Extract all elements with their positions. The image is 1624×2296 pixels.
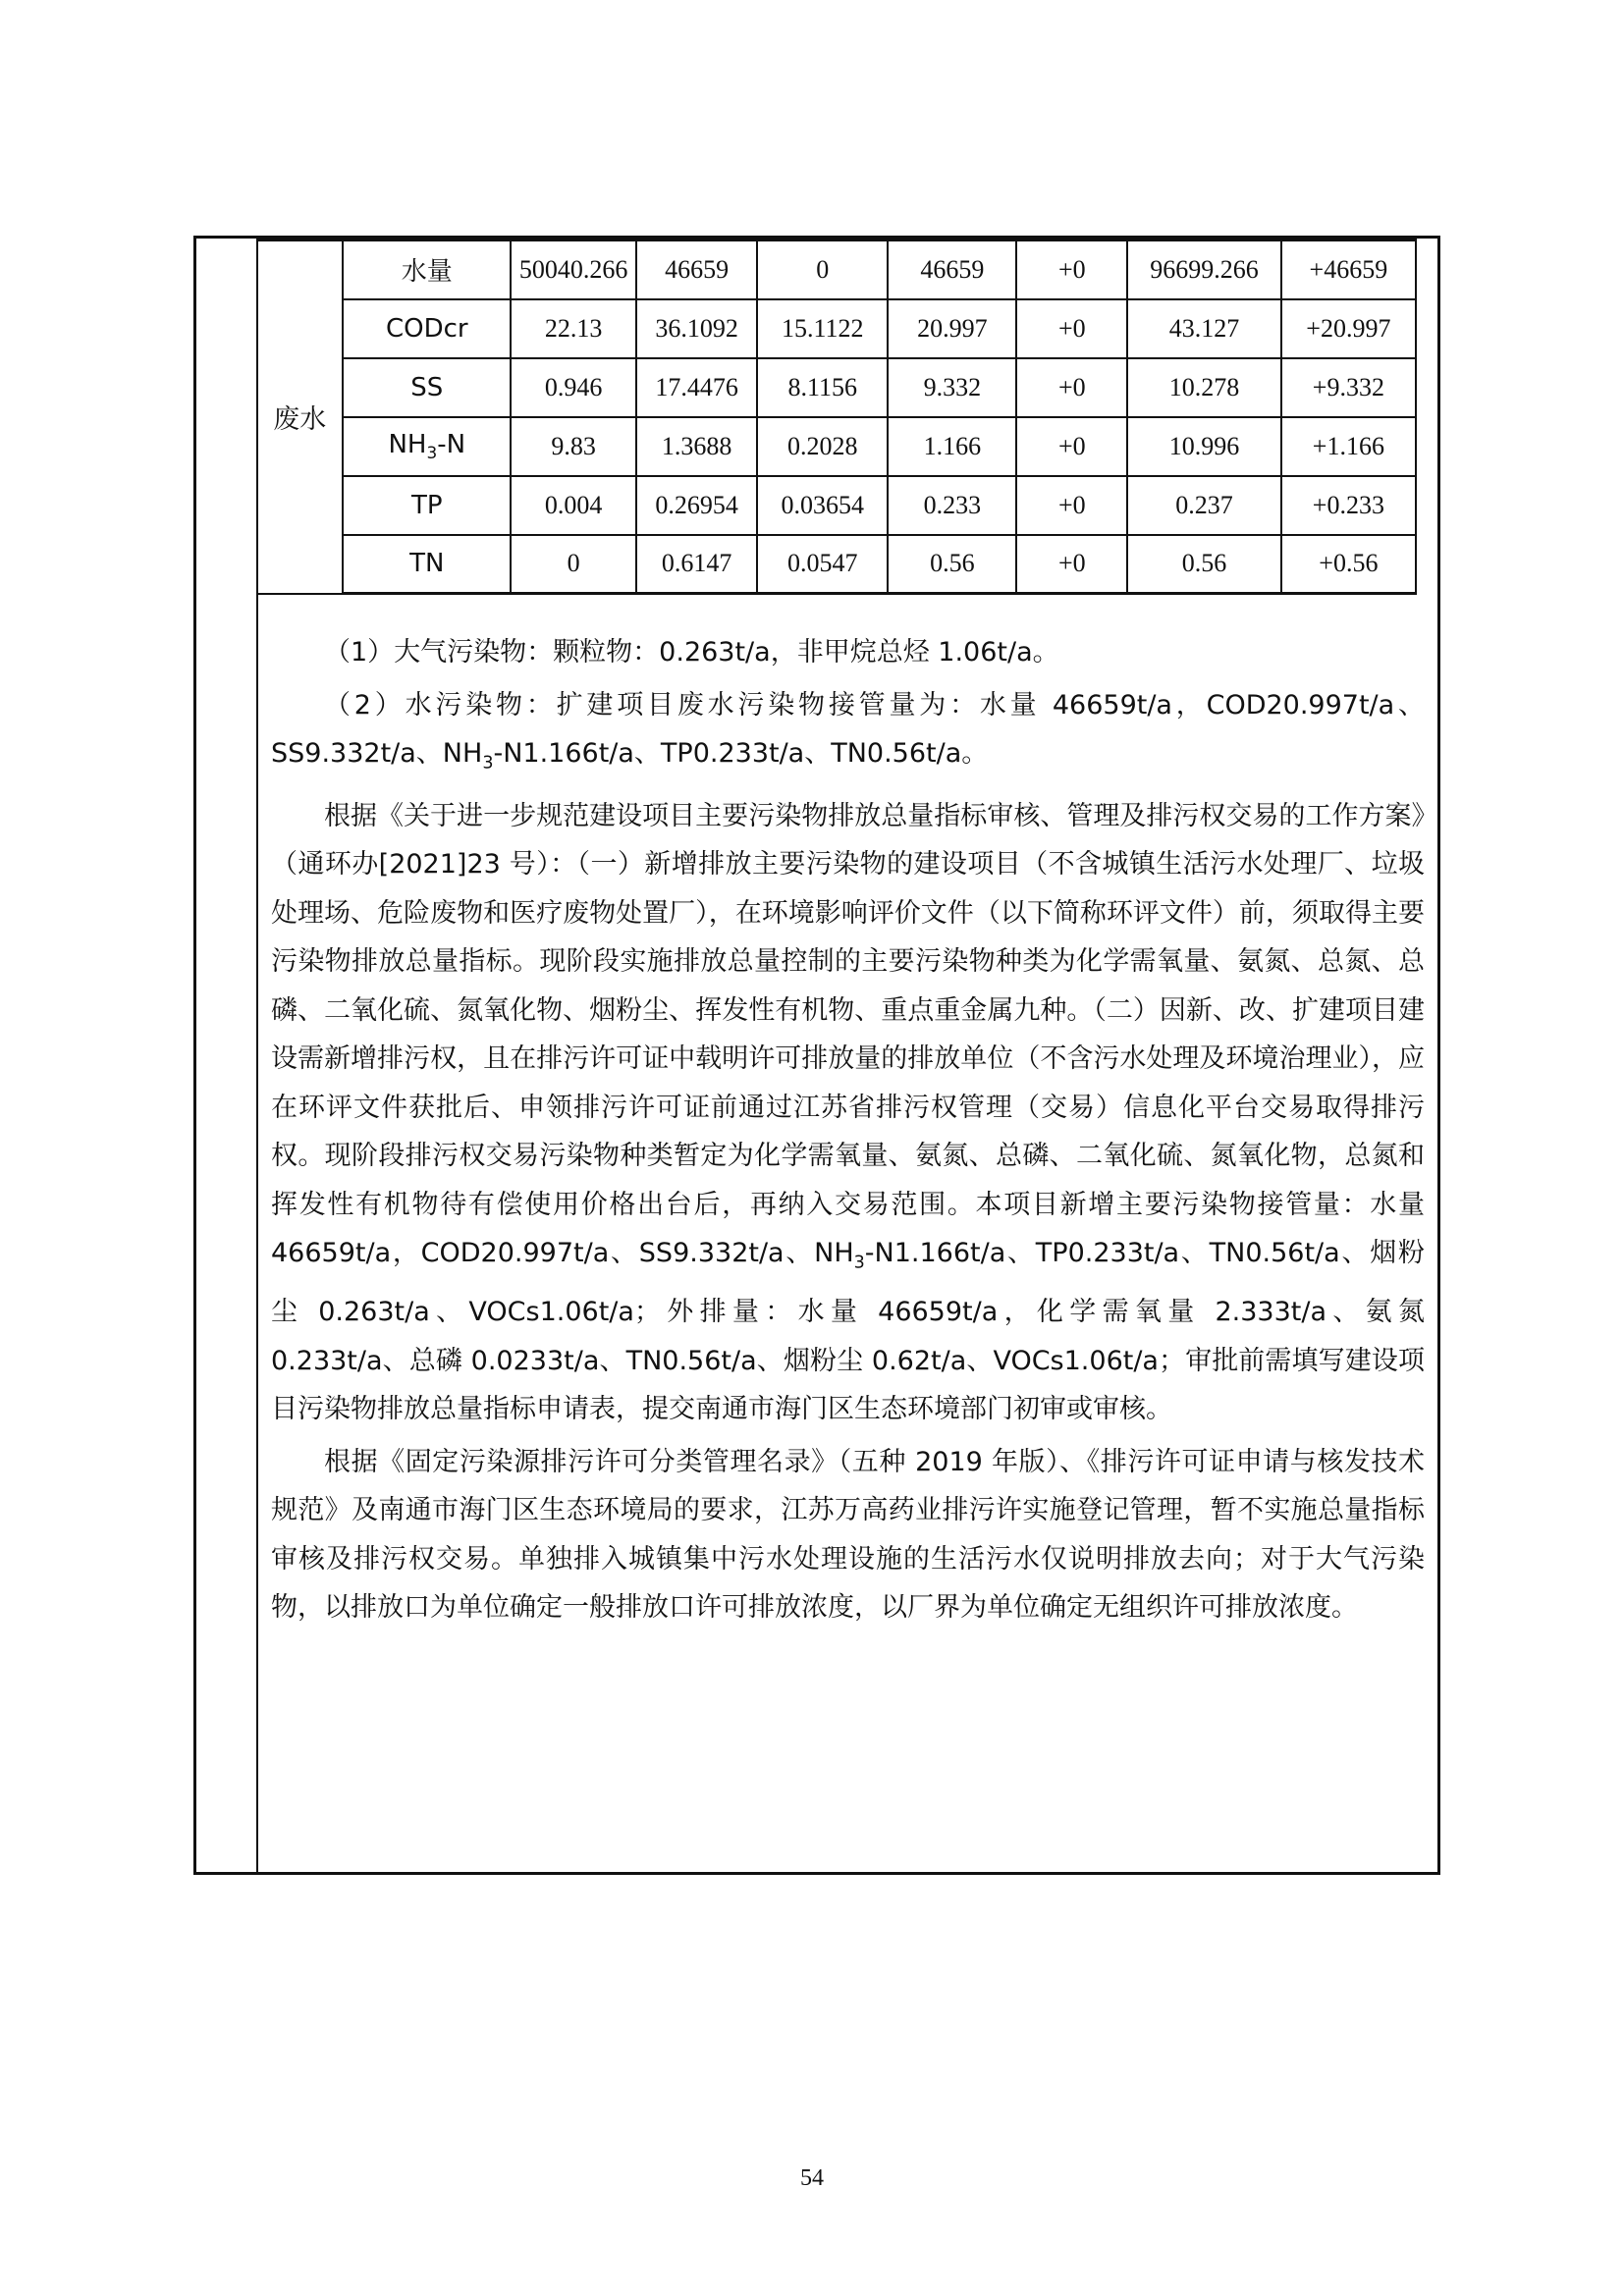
table-cell: 0.03654: [757, 476, 888, 535]
pollutant-name-subscript: 3: [426, 443, 438, 463]
table-cell: +0: [1016, 417, 1127, 476]
pollutant-name-suffix: -N: [437, 429, 466, 459]
table-cell: 0.237: [1127, 476, 1281, 535]
table-cell: +0.56: [1281, 535, 1416, 594]
wastewater-pollutant-table: [257, 239, 1417, 595]
paragraph-water-pollutants: [271, 681, 1425, 788]
table-cell: 0.946: [511, 358, 636, 417]
table-cell: 0.56: [1127, 535, 1281, 594]
table-cell: +9.332: [1281, 358, 1416, 417]
table-cell: 0.2028: [757, 417, 888, 476]
table-row: [257, 240, 1416, 299]
pollutant-name: SS: [343, 358, 511, 417]
table-cell: +1.166: [1281, 417, 1416, 476]
table-cell: 10.996: [1127, 417, 1281, 476]
table-cell: 0.56: [888, 535, 1016, 594]
table-cell: 0.26954: [636, 476, 757, 535]
table-cell: 0: [511, 535, 636, 594]
table-cell: +0: [1016, 299, 1127, 358]
pollutant-name: CODcr: [343, 299, 511, 358]
paragraph-permit-management: 根据《固定污染源排污许可分类管理名录》（五种 2019 年版）、《排污许可证申请与核发技术规范》及南通市海门区生态环境局的要求，江苏万高药业排污许实施登记管理，暂不实施总量指标审核及排污权交易。单独排入城镇集中污水处理设施的生活污水仅说明排放去向；对于大气污染物，以排放口为单位确定一般排放口许可排放浓度，以厂界为单位确定无组织许可排放浓度。: [271, 1446, 1425, 1624]
table-cell: +0: [1016, 358, 1127, 417]
table-cell: 46659: [636, 240, 757, 299]
table-row: [257, 535, 1416, 594]
subscript: 3: [482, 753, 494, 774]
table-cell: +46659: [1281, 240, 1416, 299]
table-cell: 0.004: [511, 476, 636, 535]
table-cell: 9.83: [511, 417, 636, 476]
paragraph-air-pollutants: （1）大气污染物：颗粒物：0.263t/a，非甲烷总烃 1.06t/a。: [324, 637, 1059, 667]
paragraph-text: （2）水污染物：扩建项目废水污染物接管量为：水量 46659t/a，COD20.997t/a、SS9.332t/a、NH: [271, 689, 1425, 769]
table-cell: 96699.266: [1127, 240, 1281, 299]
table-cell: +0: [1016, 476, 1127, 535]
table-cell: 46659: [888, 240, 1016, 299]
table-cell: +0.233: [1281, 476, 1416, 535]
pollutant-name: 水量: [343, 240, 511, 299]
table-cell: 50040.266: [511, 240, 636, 299]
table-cell: 9.332: [888, 358, 1016, 417]
table-cell: 20.997: [888, 299, 1016, 358]
table-cell: 0.0547: [757, 535, 888, 594]
table-cell: 1.166: [888, 417, 1016, 476]
table-row: [257, 358, 1416, 417]
table-cell: 17.4476: [636, 358, 757, 417]
paragraph-text: -N1.166t/a、TP0.233t/a、TN0.56t/a。: [493, 738, 989, 769]
table-cell: 36.1092: [636, 299, 757, 358]
pollutant-name-prefix: NH: [388, 429, 427, 459]
table-cell: 10.278: [1127, 358, 1281, 417]
table-row: [257, 299, 1416, 358]
table-cell: +0: [1016, 240, 1127, 299]
table-row: [257, 476, 1416, 535]
paragraph-total-control: [271, 792, 1425, 1434]
body-text: [271, 628, 1425, 1632]
table-cell: 8.1156: [757, 358, 888, 417]
page-number: 54: [800, 2165, 824, 2191]
table-cell: +20.997: [1281, 299, 1416, 358]
paragraph-text: 根据《关于进一步规范建设项目主要污染物排放总量指标审核、管理及排污权交易的工作方案》（通环办[2021]23 号）：（一）新增排放主要污染物的建设项目（不含城镇生活污水处理厂、垃圾处理场、危险废物和医疗废物处置厂），在环境影响评价文件（以下简称环评文件）前，须取得主要污染物排放总量指标。现阶段实施排放总量控制的主要污染物种类为化学需氧量、氨氮、总氮、总磷、二氧化硫、氮氧化物、烟粉尘、挥发性有机物、重点重金属九种。（二）因新、改、扩建项目建设需新增排污权，且在排污许可证中载明许可排放量的排放单位（不含污水处理及环境治理业），应在环评文件获批后、申领排污许可证前通过江苏省排污权管理（交易）信息化平台交易取得排污权。现阶段排污权交易污染物种类暂定为化学需氧量、氨氮、总磷、二氧化硫、氮氧化物，总氮和挥发性有机物待有偿使用价格出台后，再纳入交易范围。本项目新增主要污染物接管量：水量 46659t/a，COD20.997t/a、SS9.332t/a、NH: [271, 800, 1425, 1269]
table-cell: 0.233: [888, 476, 1016, 535]
paragraph-text: -N1.166t/a、TP0.233t/a、TN0.56t/a、烟粉尘 0.263t/a、VOCs1.06t/a；外排量：水量 46659t/a，化学需氧量 2.333t/a、氨氮 0.233t/a、总磷 0.0233t/a、TN0.56t/a、烟粉尘 0.62t/a、VOCs1.06t/a；审批前需填写建设项目污染物排放总量指标申请表，提交南通市海门区生态环境部门初审或审核。: [271, 1238, 1425, 1425]
table-cell: 43.127: [1127, 299, 1281, 358]
table-cell: 15.1122: [757, 299, 888, 358]
table-cell: 22.13: [511, 299, 636, 358]
table-cell: 1.3688: [636, 417, 757, 476]
table-row: [257, 417, 1416, 476]
table-cell: +0: [1016, 535, 1127, 594]
table-cell: 0: [757, 240, 888, 299]
pollutant-name: TN: [343, 535, 511, 594]
pollutant-name: TP: [343, 476, 511, 535]
subscript: 3: [853, 1253, 865, 1273]
table-cell: 0.6147: [636, 535, 757, 594]
category-cell: 废水: [257, 240, 343, 594]
pollutant-name: [343, 417, 511, 476]
